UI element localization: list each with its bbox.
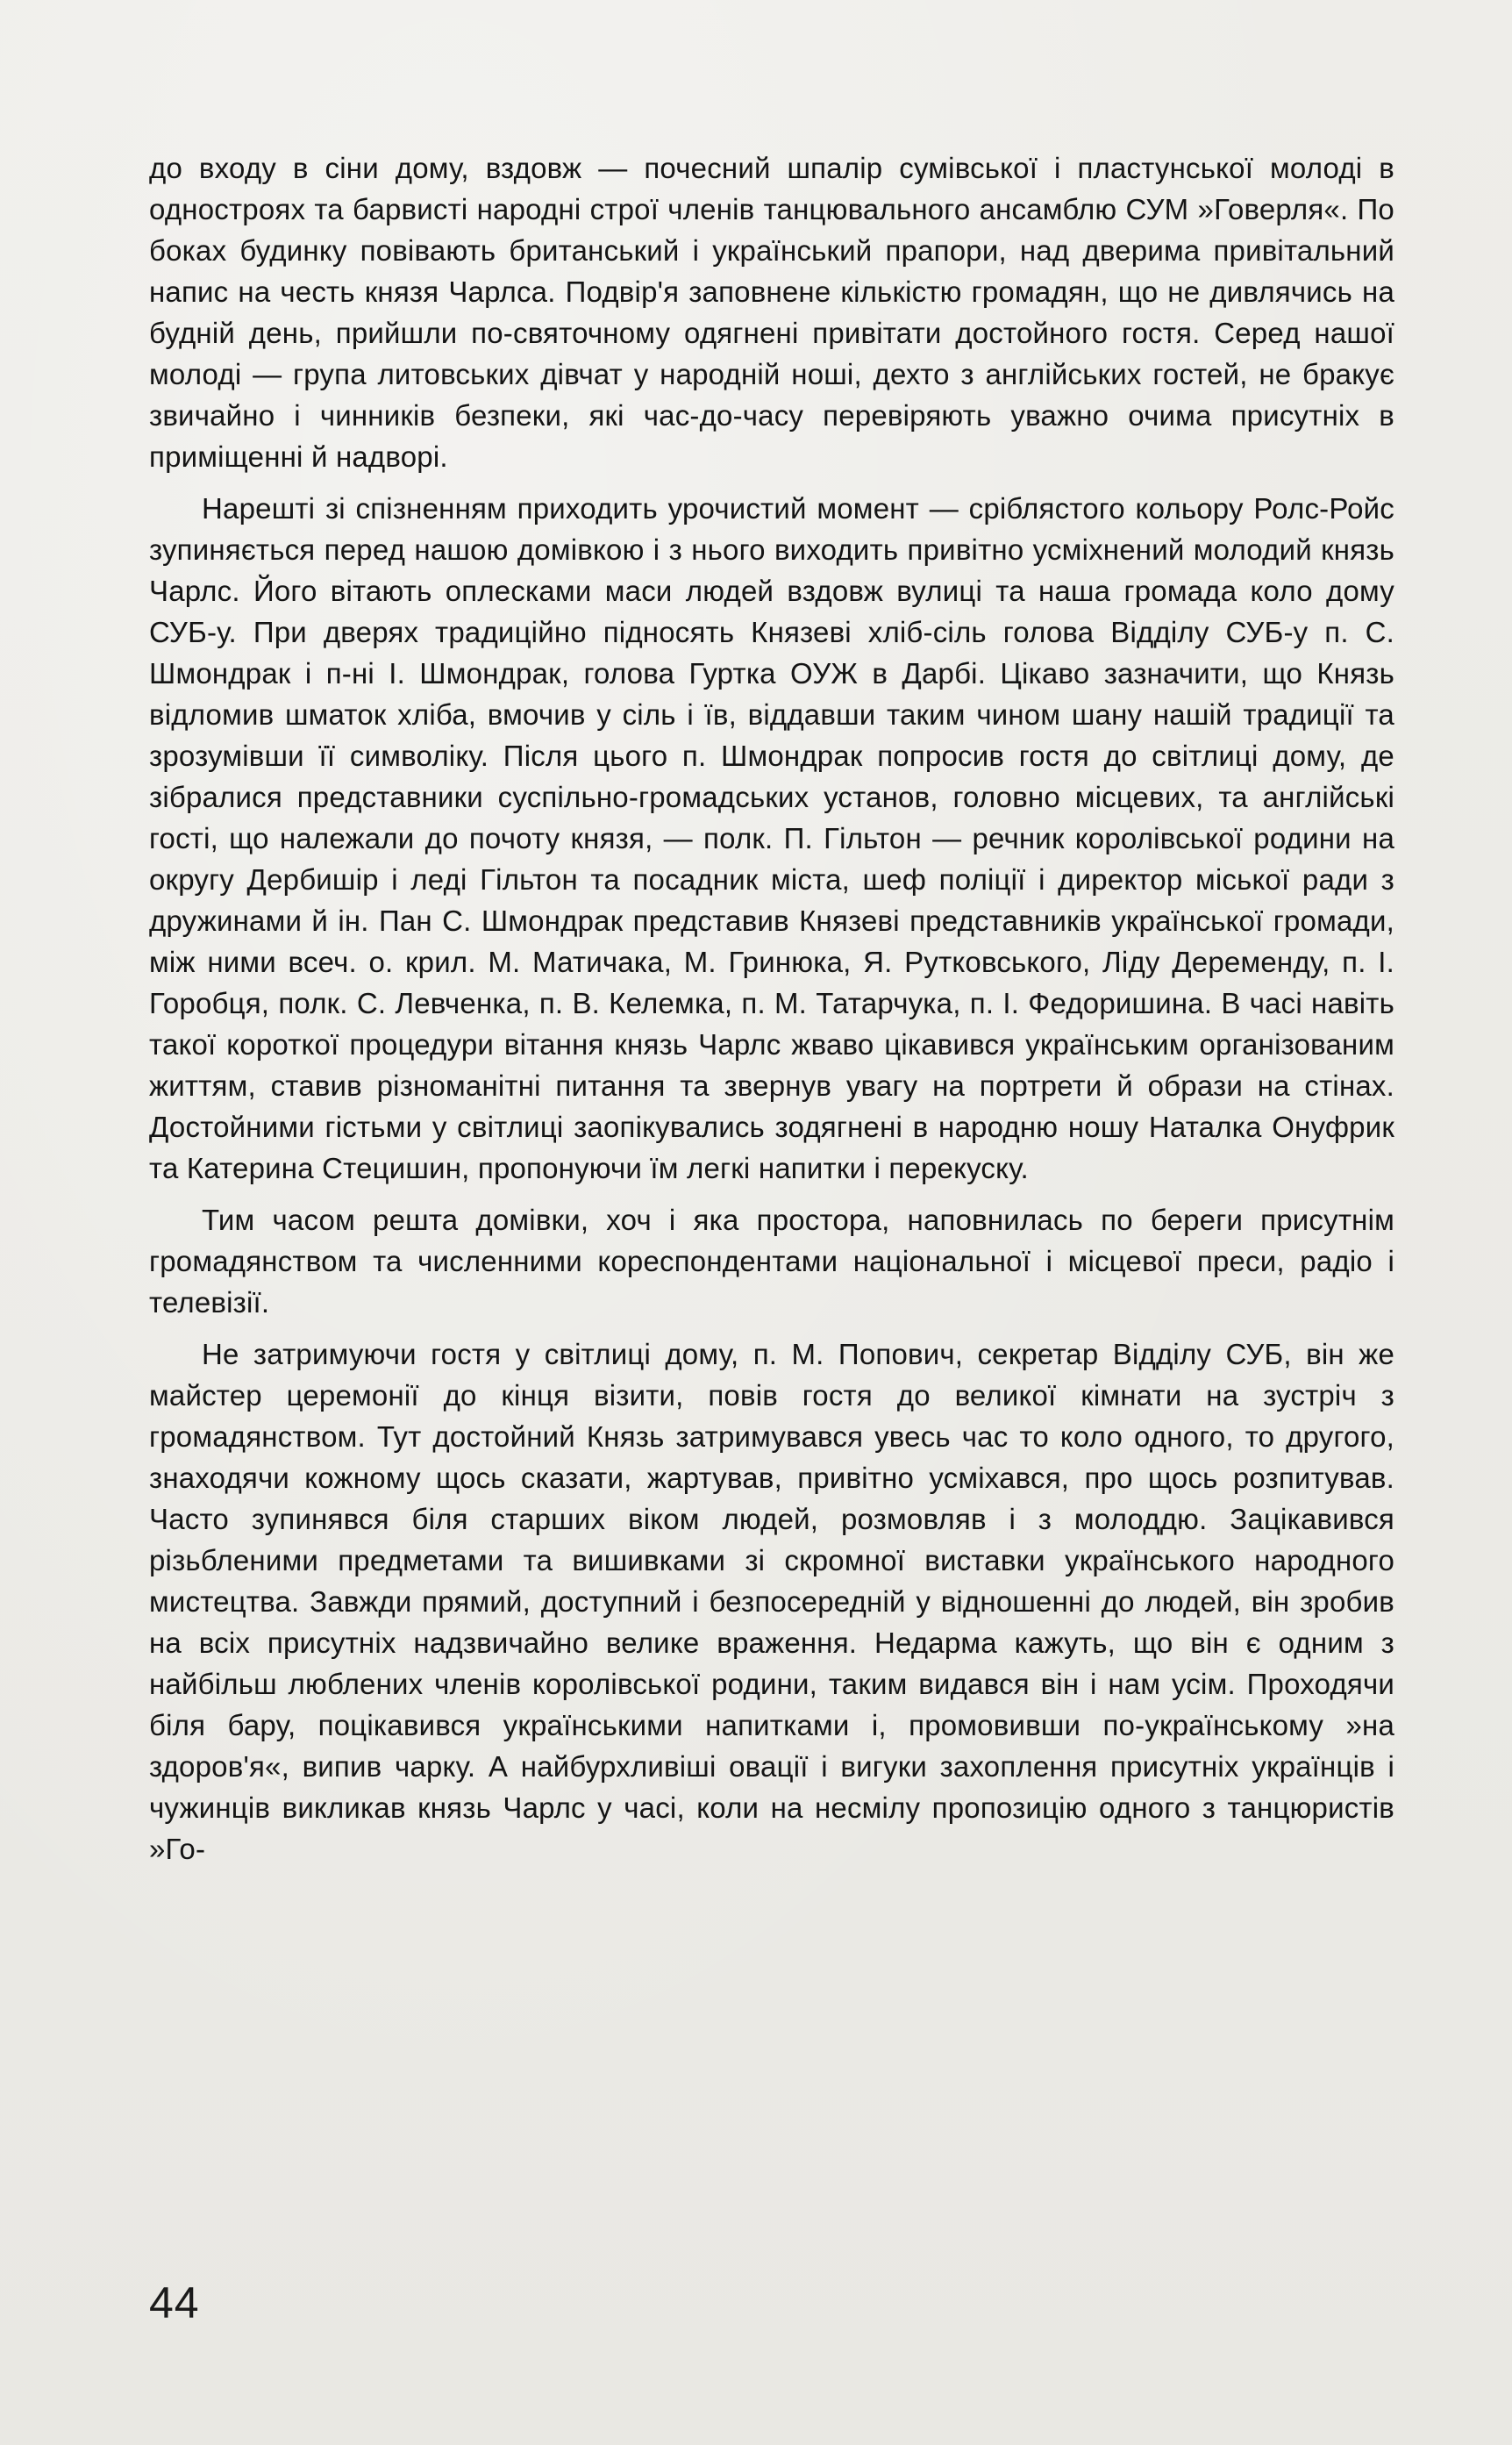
paragraph-4: Не затримуючи гостя у світлиці дому, п. М. Попович, секретар Відділу СУБ, він же майстер церемонії до кінця візити, повів гостя до великої кімнати на зустріч з громадянством. Тут достойний Князь затримувався увесь час то коло одного, то другого, знаходячи кожному щось сказати, жартував, привітно усміхався, про щось розпитував. Часто зупинявся біля старших віком людей, розмовляв і з молоддю. Зацікавився різьбленими предметами та вишивками зі скромної виставки українського народного мистецтва. Завжди прямий, доступний і безпосередній у відношенні до людей, він зробив на всіх присутніх надзвичайно велике враження. Недарма кажуть, що він є одним з найбільш люблених членів королівської родини, таким видався він і нам усім. Проходячи біля бару, поцікавився українськими напитками і, промовивши по-українському »на здоров'я«, випив чарку. А найбурхливіші овації і вигуки захоплення присутніх українців і чужинців викликав князь Чарлс у часі, коли на несмілу пропозицію одного з танцюристів »Го- — [149, 1338, 1394, 1865]
paragraph-3: Тим часом решта домівки, хоч і яка простора, наповнилась по береги присутнім громадянством та численними кореспондентами національної і місцевої преси, радіо і телевізії. — [149, 1204, 1394, 1319]
body-text — [149, 147, 1394, 1880]
page-number: 44 — [149, 2278, 200, 2327]
paragraph-2: Нарешті зі спізненням приходить урочистий момент — сріблястого кольору Ролс-Ройс зупиняється перед нашою домівкою і з нього виходить привітно усміхнений молодий князь Чарлс. Його вітають оплесками маси людей вздовж вулиці та наша громада коло дому СУБ-у. При дверях традиційно підносять Князеві хліб-сіль голова Відділу СУБ-у п. С. Шмондрак і п-ні І. Шмондрак, голова Гуртка ОУЖ в Дарбі. Цікаво зазначити, що Князь відломив шматок хліба, вмочив у сіль і їв, віддавши таким чином шану нашій традиції та зрозумівши її символіку. Після цього п. Шмондрак попросив гостя до світлиці дому, де зібралися представники суспільно-громадських установ, головно місцевих, та англійські гості, що належали до почоту князя, — полк. П. Гільтон — речник королівської родини на округу Дербишір і леді Гільтон та посадник міста, шеф поліції і директор міської ради з дружинами й ін. Пан С. Шмондрак представив Князеві представників української громади, між ними всеч. о. крил. М. Матичака, М. Гринюка, Я. Рутковського, Ліду Деременду, п. І. Горобця, полк. С. Левченка, п. В. Келемка, п. М. Татарчука, п. І. Федоришина. В часі навіть такої короткої процедури вітання князь Чарлс жваво цікавився українським організованим життям, ставив різноманітні питання та звернув увагу на портрети й образи на стінах. Достойними гістьми у світлиці заопікувались зодягнені в народню ношу Наталка Онуфрик та Катерина Стецишин, пропонуючи їм легкі напитки і перекуску. — [149, 492, 1394, 1184]
paragraph-1: до входу в сіни дому, вздовж — почесний шпалір сумівської і пластунської молоді в однострoях та барвисті народні строї членів танцювального ансамблю СУМ »Говерля«. По боках будинку повівають британський і український прапори, над дверима привітальний напис на честь князя Чарлса. Подвір'я заповнене кількістю громадян, що не дивлячись на будній день, прийшли по-святочному одягнені привітати достойного гостя. Серед нашої молоді — група литовських дівчат у народній ноші, дехто з англійських гостей, не бракує звичайно і чинників безпеки, які час-до-часу перевіряють уважно очима присутніх в приміщенні й надворі. — [149, 152, 1394, 473]
